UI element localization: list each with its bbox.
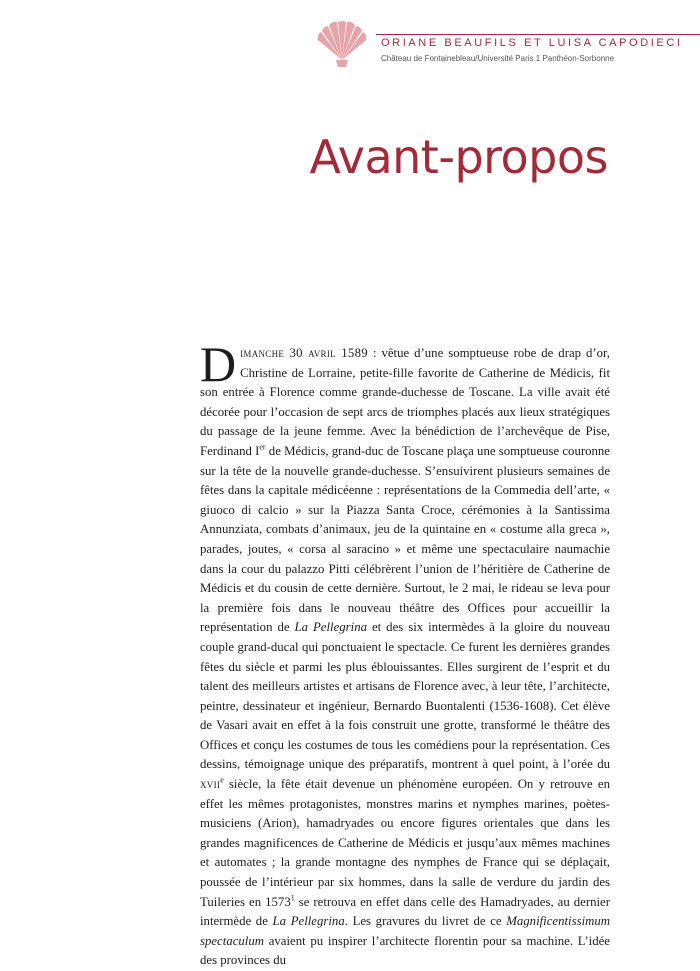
text-run: : vêtue d’une somptueuse robe de drap d’or, Christine de Lorraine, petite-fille favorite de Catherine de Médicis, fit son entrée à Florence comme grande-duchesse de Toscane. La ville avait été décorée pour l’occasion de sept arcs de triomphes placés aux lieux stratégiques du passage de la jeune femme. Avec la bénédiction de l’archevêque de Pise, Ferdinand I: [200, 346, 611, 458]
footnote-reference[interactable]: 1: [290, 893, 295, 903]
italic-title: La Pellegrina: [294, 620, 368, 635]
header-affiliation: Château de Fontainebleau/Université Paris 1 Panthéon-Sorbonne: [381, 54, 615, 63]
lead-smallcaps: imanche 30 avril 1589: [240, 346, 368, 360]
italic-title: Magnificentissimum spectaculum: [200, 914, 611, 948]
text-run: de Médicis, grand-duc de Toscane plaça une somptueuse couronne sur la tête de la nouvelle grande-duchesse. S’ensuivirent plusieurs semaines de fêtes dans la capitale médicéenne : représentations de la Commedia dell’arte, « giuoco di calcio » sur la Piazza Santa Croce, cérémonies à la Santissima Annunziata, combats d’animaux, jeu de la quintaine en « costume alla greca », parades, joutes, « corsa al saracino » et même une spectaculaire naumachie dans la cour du palazzo Pitti célébrèrent l’union de l’héritière de Catherine de Médicis et du cousin de cette dernière. Surtout, le 2 mai, le rideau se leva pour la première fois dans le nouveau théâtre des Offices pour accueillir la représentation de: [200, 443, 610, 635]
drop-cap: D: [200, 336, 237, 392]
body-paragraph: [200, 336, 611, 971]
header-rule: [376, 34, 700, 35]
text-run: siècle, la fête était devenue un phénomène européen. On y retrouve en effet les mêmes protagonistes, monstres marins et nymphes marines, poètes-musiciens (Arion), hamadryades ou encore figures orientales que dans les grandes magnificences de Catherine de Médicis et jusqu’aux mêmes machines et automates ; la grande montagne des nymphes de France qui se déplaçait, poussée de l’intérieur par six hommes, dans la salle de verdure du jardin des Tuileries en 1573: [200, 777, 610, 909]
italic-title: La Pellegrina: [272, 914, 345, 929]
superscript: e: [220, 775, 224, 785]
header-authors: ORIANE BEAUFILS ET LUISA CAPODIECI: [381, 37, 683, 49]
text-run: et des six intermèdes à la gloire du nouveau couple grand-ducal qui ponctuaient le spectacle. Ce furent les dernières grandes fêtes du siècle et parmi les plus éblouissantes. Elles surgirent de l’esprit et du talent des meilleurs artistes et artisans de Florence avec, à leur tête, l’architecte, peintre, dessinateur et ingénieur, Bernardo Buontalenti (1536-1608). Cet élève de Vasari avait en effet à la fois construit une grotte, transformé le théâtre des Offices et conçu les costumes de tous les comédiens pour la représentation. Ces dessins, témoignage unique des préparatifs, montrent à quel point, à l’orée du: [200, 620, 611, 772]
text-run: se retrouva en effet dans celle des Hamadryades, au dernier intermède de: [200, 894, 610, 929]
running-header: [0, 0, 700, 80]
text-run: avaient pu inspirer l’architecte florentin pour sa machine. L’idée des provinces du: [200, 933, 610, 968]
century-numeral: xvii: [200, 777, 221, 792]
superscript: er: [259, 442, 266, 452]
text-run: . Les gravures du livret de ce: [344, 914, 507, 929]
chapter-title: Avant-propos: [309, 130, 608, 184]
scallop-shell-icon: [316, 20, 368, 68]
